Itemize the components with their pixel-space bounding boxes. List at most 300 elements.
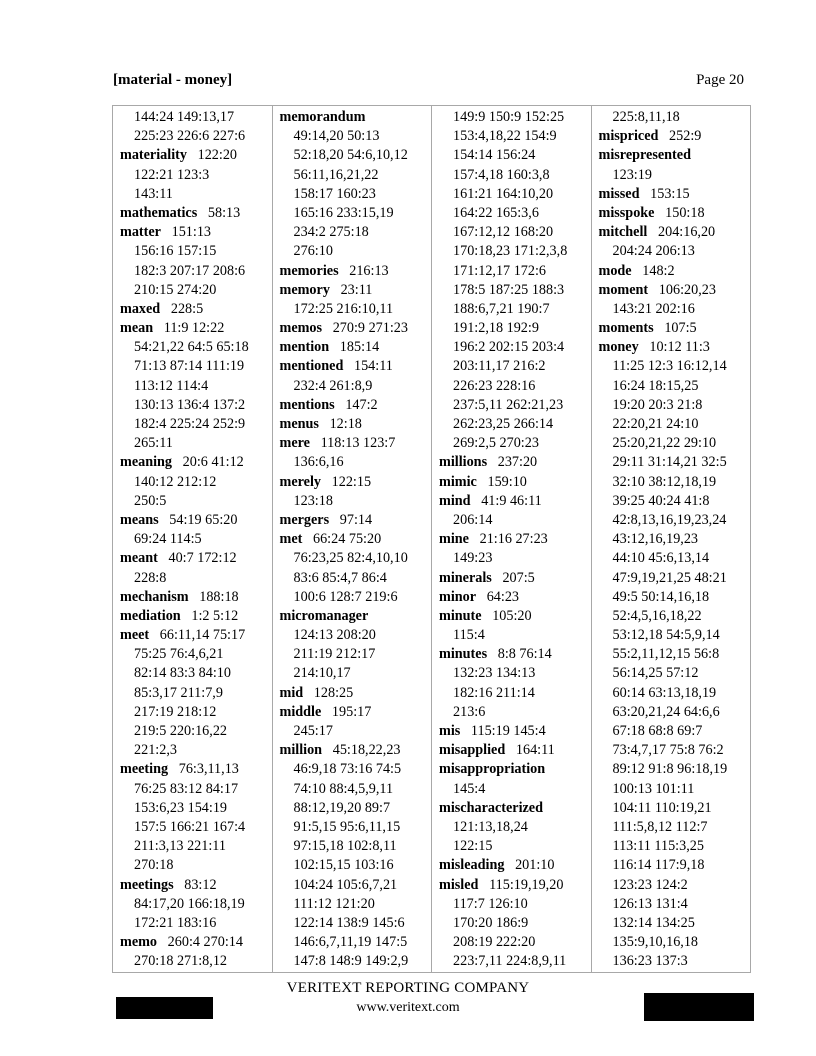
index-entry — [280, 741, 432, 760]
index-continuation-line — [439, 223, 591, 242]
index-continuation-line — [280, 856, 432, 875]
index-continuation-line — [599, 530, 751, 549]
index-page-refs: 157:4,18 160:3,8 — [453, 166, 550, 183]
index-entry — [280, 281, 432, 300]
index-term: million — [279, 742, 323, 759]
index-page-refs: 210:15 274:20 — [134, 281, 217, 298]
index-entry — [280, 338, 432, 357]
index-continuation-line — [120, 166, 272, 185]
index-page-refs: 149:9 150:9 152:25 — [453, 109, 565, 125]
index-entry — [599, 338, 751, 357]
index-page-refs: 75:25 76:4,6,21 — [134, 646, 224, 663]
index-page-refs: 188:18 — [199, 588, 239, 605]
index-term: minor — [439, 588, 477, 605]
index-page-refs: 122:14 138:9 145:6 — [293, 914, 405, 931]
index-term: memorandum — [279, 109, 366, 125]
index-page-refs: 245:17 — [293, 723, 333, 739]
index-page-refs: 140:12 212:12 — [134, 473, 217, 490]
index-continuation-line — [280, 914, 432, 933]
index-page-refs: 148:2 — [642, 262, 675, 279]
index-page-refs: 188:6,7,21 190:7 — [453, 300, 550, 317]
index-continuation-line — [120, 664, 272, 683]
index-page-refs: 269:2,5 270:23 — [453, 435, 539, 452]
index-page-refs: 102:15,15 103:16 — [293, 857, 394, 874]
index-continuation-line — [599, 377, 751, 396]
index-entry — [120, 876, 272, 895]
index-page-refs: 157:5 166:21 167:4 — [134, 818, 246, 835]
index-continuation-line — [439, 300, 591, 319]
index-continuation-line — [120, 741, 272, 760]
index-page-refs: 19:20 20:3 21:8 — [612, 396, 703, 413]
index-page-refs: 143:11 — [134, 185, 173, 202]
index-continuation-line — [280, 664, 432, 683]
index-page-refs: 135:9,10,16,18 — [612, 934, 699, 951]
index-term: menus — [279, 416, 319, 432]
index-entry — [439, 530, 591, 549]
index-page-refs: 132:14 134:25 — [612, 914, 695, 931]
index-continuation-line — [280, 799, 432, 818]
index-continuation-line — [120, 396, 272, 415]
index-term: middle — [279, 703, 322, 720]
index-continuation-line — [120, 530, 272, 549]
index-page-refs: 182:16 211:14 — [453, 684, 535, 701]
index-continuation-line — [439, 281, 591, 300]
index-page-refs: 136:6,16 — [293, 454, 344, 471]
index-term: misspoke — [598, 204, 655, 221]
index-entry — [120, 760, 272, 779]
page-number: Page 20 — [696, 72, 744, 88]
index-continuation-line — [599, 473, 751, 492]
index-continuation-line — [120, 434, 272, 453]
index-page-refs: 89:12 91:8 96:18,19 — [612, 761, 728, 778]
footer-company: VERITEXT REPORTING COMPANY — [286, 980, 530, 996]
index-term: mergers — [279, 511, 330, 528]
index-page-refs: 149:23 — [453, 550, 493, 567]
index-entry — [439, 645, 591, 664]
index-page-refs: 42:8,13,16,19,23,24 — [612, 511, 727, 528]
index-continuation-line — [280, 760, 432, 779]
index-term: minute — [439, 607, 482, 624]
index-entry — [120, 204, 272, 223]
index-continuation-line — [439, 703, 591, 722]
index-term: mention — [279, 339, 330, 356]
index-page-refs: 153:4,18,22 154:9 — [453, 128, 557, 145]
index-page-refs: 16:24 18:15,25 — [612, 377, 699, 394]
index-page-refs: 29:11 31:14,21 32:5 — [612, 454, 727, 471]
index-continuation-line — [120, 818, 272, 837]
index-term: money — [598, 339, 639, 356]
index-continuation-line — [599, 607, 751, 626]
index-continuation-line — [280, 952, 432, 971]
index-page-refs: 225:23 226:6 227:6 — [134, 128, 246, 145]
index-page-refs: 237:5,11 262:21,23 — [453, 396, 564, 413]
index-page-refs: 182:3 207:17 208:6 — [134, 262, 246, 279]
index-entry — [120, 223, 272, 242]
index-page-refs: 121:13,18,24 — [453, 818, 528, 835]
index-continuation-line — [599, 511, 751, 530]
index-continuation-line — [599, 588, 751, 607]
redaction-block-left — [116, 997, 213, 1019]
index-page-refs: 211:19 212:17 — [293, 646, 376, 663]
index-page-refs: 60:14 63:13,18,19 — [612, 684, 717, 701]
index-continuation-line — [120, 914, 272, 933]
index-continuation-line — [599, 242, 751, 261]
index-entry — [120, 146, 272, 165]
index-entry — [280, 434, 432, 453]
index-entry — [439, 856, 591, 875]
index-entry — [439, 741, 591, 760]
index-page-refs: 40:7 172:12 — [168, 550, 237, 567]
index-page-refs: 214:10,17 — [293, 665, 351, 682]
index-page-refs: 76:25 83:12 84:17 — [134, 780, 239, 797]
index-term: memos — [279, 320, 323, 337]
index-page-refs: 56:11,16,21,22 — [293, 166, 379, 183]
index-page-refs: 32:10 38:12,18,19 — [612, 473, 717, 490]
index-term: materiality — [120, 147, 187, 164]
index-page-refs: 111:5,8,12 112:7 — [612, 818, 708, 835]
index-term: millions — [439, 454, 488, 471]
index-entry — [280, 703, 432, 722]
index-page-refs: 185:14 — [339, 339, 380, 356]
index-continuation-line — [280, 895, 432, 914]
index-page-refs: 122:21 123:3 — [134, 166, 210, 183]
index-continuation-line — [599, 626, 751, 645]
index-continuation-line — [280, 837, 432, 856]
index-continuation-line — [599, 741, 751, 760]
index-page-refs: 23:11 — [340, 281, 373, 298]
index-continuation-line — [439, 357, 591, 376]
index-page-refs: 252:9 — [669, 128, 702, 145]
index-page-refs: 105:20 — [492, 607, 532, 624]
index-page-refs: 104:24 105:6,7,21 — [293, 876, 398, 893]
word-index-table — [112, 105, 751, 973]
index-term: maxed — [120, 300, 161, 317]
index-page-refs: 217:19 218:12 — [134, 703, 217, 720]
index-page-refs: 136:23 137:3 — [612, 953, 688, 970]
index-page-refs: 71:13 87:14 111:19 — [134, 358, 245, 375]
index-continuation-line — [120, 856, 272, 875]
index-page-refs: 122:20 — [197, 147, 238, 164]
index-continuation-line — [439, 952, 591, 971]
index-continuation-line — [120, 185, 272, 204]
index-page-refs: 170:18,23 171:2,3,8 — [453, 243, 568, 260]
index-page-refs: 223:7,11 224:8,9,11 — [453, 953, 567, 970]
index-continuation-line — [439, 933, 591, 952]
index-page-refs: 47:9,19,21,25 48:21 — [612, 569, 727, 586]
index-continuation-line — [599, 703, 751, 722]
index-term: memory — [279, 281, 330, 298]
index-page-refs: 10:12 11:3 — [649, 339, 710, 356]
index-page-refs: 195:17 — [331, 703, 372, 720]
index-page-refs: 12:18 — [329, 416, 362, 432]
index-continuation-line — [599, 434, 751, 453]
index-page-refs: 1:2 5:12 — [191, 607, 239, 624]
index-continuation-line — [280, 876, 432, 895]
index-entry — [599, 204, 751, 223]
index-page-refs: 104:11 110:19,21 — [612, 799, 712, 816]
index-page-refs: 170:20 186:9 — [453, 914, 529, 931]
index-continuation-line — [599, 799, 751, 818]
index-term: mentioned — [279, 358, 344, 375]
index-page-refs: 122:15 — [453, 838, 493, 855]
index-page-refs: 123:18 — [293, 492, 333, 509]
index-continuation-line — [280, 127, 432, 146]
index-continuation-line — [439, 377, 591, 396]
index-continuation-line — [280, 588, 432, 607]
index-page-refs: 100:13 101:11 — [612, 780, 695, 797]
index-term: meaning — [120, 454, 173, 471]
index-page-refs: 49:14,20 50:13 — [293, 128, 380, 145]
index-continuation-line — [120, 952, 272, 971]
index-page-refs: 156:16 157:15 — [134, 243, 217, 260]
index-continuation-line — [439, 684, 591, 703]
index-entry — [280, 607, 432, 626]
index-column — [273, 106, 433, 972]
index-entry — [439, 722, 591, 741]
index-page-refs: 115:19 145:4 — [470, 723, 546, 739]
index-range-header: [material - money] — [113, 72, 233, 88]
footer-url: www.veritext.com — [356, 1000, 460, 1015]
index-continuation-line — [280, 185, 432, 204]
index-entry — [120, 607, 272, 626]
index-continuation-line — [439, 396, 591, 415]
index-page-refs: 54:21,22 64:5 65:18 — [134, 339, 249, 356]
index-page-refs: 203:11,17 216:2 — [453, 358, 546, 375]
index-term: mid — [279, 684, 304, 701]
index-page-refs: 76:23,25 82:4,10,10 — [293, 550, 408, 567]
index-page-refs: 262:23,25 266:14 — [453, 416, 554, 432]
index-term: means — [120, 511, 159, 528]
index-continuation-line — [280, 722, 432, 741]
index-continuation-line — [280, 933, 432, 952]
index-page-refs: 153:6,23 154:19 — [134, 799, 228, 816]
index-term: mischaracterized — [439, 799, 543, 816]
index-entry — [280, 415, 432, 434]
index-continuation-line — [599, 760, 751, 779]
index-continuation-line — [439, 837, 591, 856]
index-page-refs: 118:13 123:7 — [320, 435, 396, 452]
index-page-refs: 76:3,11,13 — [178, 761, 239, 778]
index-continuation-line — [280, 146, 432, 165]
index-page-refs: 126:13 131:4 — [612, 895, 688, 912]
index-page-refs: 45:18,22,23 — [332, 742, 401, 759]
index-page-refs: 107:5 — [664, 320, 697, 337]
index-page-refs: 132:23 134:13 — [453, 665, 536, 682]
index-page-refs: 161:21 164:10,20 — [453, 185, 554, 202]
index-entry — [120, 453, 272, 472]
index-continuation-line — [439, 319, 591, 338]
index-entry — [599, 281, 751, 300]
index-term: met — [279, 531, 303, 548]
index-entry — [439, 799, 591, 818]
index-page-refs: 54:19 65:20 — [169, 511, 238, 528]
index-page-refs: 219:5 220:16,22 — [134, 723, 228, 739]
index-entry — [120, 549, 272, 568]
index-continuation-line — [280, 549, 432, 568]
index-page-refs: 216:13 — [349, 262, 389, 279]
index-page-refs: 82:14 83:3 84:10 — [134, 665, 231, 682]
index-continuation-line — [280, 569, 432, 588]
index-continuation-line — [439, 262, 591, 281]
index-continuation-line — [599, 357, 751, 376]
index-page-refs: 116:14 117:9,18 — [612, 857, 705, 874]
index-page-refs: 164:22 165:3,6 — [453, 204, 539, 221]
index-continuation-line — [599, 108, 751, 127]
index-page-refs: 165:16 233:15,19 — [293, 204, 394, 221]
index-entry — [439, 876, 591, 895]
index-entry — [120, 319, 272, 338]
index-page-refs: 53:12,18 54:5,9,14 — [612, 627, 720, 644]
index-continuation-line — [280, 492, 432, 511]
index-continuation-line — [120, 127, 272, 146]
index-continuation-line — [439, 415, 591, 434]
index-entry — [120, 300, 272, 319]
index-page-refs: 52:18,20 54:6,10,12 — [293, 147, 408, 164]
index-continuation-line — [120, 837, 272, 856]
index-page-refs: 91:5,15 95:6,11,15 — [293, 818, 401, 835]
index-page-refs: 276:10 — [293, 243, 333, 260]
index-continuation-line — [599, 645, 751, 664]
index-column — [592, 106, 751, 972]
index-page-refs: 182:4 225:24 252:9 — [134, 416, 246, 432]
index-page-refs: 11:9 12:22 — [163, 320, 225, 337]
index-page-refs: 63:20,21,24 64:6,6 — [612, 703, 720, 720]
index-page-refs: 221:2,3 — [134, 742, 177, 759]
index-term: misleading — [439, 857, 505, 874]
index-continuation-line — [439, 204, 591, 223]
index-page-refs: 208:19 222:20 — [453, 934, 536, 951]
index-term: meetings — [120, 876, 174, 893]
index-continuation-line — [439, 664, 591, 683]
index-continuation-line — [599, 952, 751, 971]
index-column — [432, 106, 592, 972]
index-page-refs: 69:24 114:5 — [134, 531, 202, 548]
index-entry — [439, 473, 591, 492]
index-continuation-line — [599, 837, 751, 856]
index-page-refs: 8:8 76:14 — [497, 646, 552, 663]
index-page-refs: 128:25 — [313, 684, 354, 701]
index-term: meant — [120, 550, 158, 567]
index-continuation-line — [599, 453, 751, 472]
index-entry — [599, 319, 751, 338]
index-page-refs: 146:6,7,11,19 147:5 — [293, 934, 408, 951]
index-continuation-line — [120, 895, 272, 914]
index-page-refs: 113:11 115:3,25 — [612, 838, 704, 855]
index-entry — [280, 357, 432, 376]
index-page-refs: 43:12,16,19,23 — [612, 531, 699, 548]
index-page-refs: 260:4 270:14 — [167, 934, 243, 951]
index-page-refs: 153:15 — [650, 185, 690, 202]
index-continuation-line — [599, 722, 751, 741]
index-page-refs: 22:20,21 24:10 — [612, 416, 699, 432]
index-continuation-line — [439, 242, 591, 261]
index-continuation-line — [120, 684, 272, 703]
index-continuation-line — [599, 664, 751, 683]
index-page-refs: 122:15 — [331, 473, 372, 490]
index-continuation-line — [439, 166, 591, 185]
index-continuation-line — [599, 549, 751, 568]
index-page-refs: 44:10 45:6,13,14 — [612, 550, 710, 567]
index-page-refs: 74:10 88:4,5,9,11 — [293, 780, 394, 797]
index-page-refs: 270:9 271:23 — [332, 320, 408, 337]
index-continuation-line — [439, 895, 591, 914]
index-term: minutes — [439, 646, 488, 663]
index-page-refs: 164:11 — [515, 742, 555, 759]
index-page-refs: 144:24 149:13,17 — [134, 109, 235, 125]
index-term: mine — [439, 531, 469, 548]
index-continuation-line — [280, 377, 432, 396]
index-term: mimic — [439, 473, 477, 490]
index-page-refs: 11:25 12:3 16:12,14 — [612, 358, 727, 375]
index-continuation-line — [599, 569, 751, 588]
index-page-refs: 158:17 160:23 — [293, 185, 376, 202]
index-page-refs: 265:11 — [134, 435, 173, 452]
index-continuation-line — [599, 933, 751, 952]
index-term: missed — [598, 185, 640, 202]
index-term: minerals — [439, 569, 492, 586]
index-entry — [120, 626, 272, 645]
index-continuation-line — [120, 722, 272, 741]
index-continuation-line — [120, 569, 272, 588]
index-term: memories — [279, 262, 339, 279]
index-page-refs: 204:16,20 — [658, 224, 716, 241]
index-page-refs: 21:16 27:23 — [479, 531, 548, 548]
index-page-refs: 211:3,13 221:11 — [134, 838, 226, 855]
index-page-refs: 191:2,18 192:9 — [453, 320, 539, 337]
index-page-refs: 171:12,17 172:6 — [453, 262, 547, 279]
index-continuation-line — [280, 645, 432, 664]
index-continuation-line — [439, 108, 591, 127]
index-entry — [280, 108, 432, 127]
index-page-refs: 124:13 208:20 — [293, 627, 376, 644]
index-term: memo — [120, 934, 158, 951]
index-page-refs: 66:11,14 75:17 — [159, 627, 246, 644]
index-page-refs: 100:6 128:7 219:6 — [293, 588, 398, 605]
index-page-refs: 270:18 — [134, 857, 174, 874]
index-entry — [439, 588, 591, 607]
index-continuation-line — [599, 856, 751, 875]
index-page-refs: 237:20 — [497, 454, 538, 471]
index-entry — [599, 262, 751, 281]
index-page-refs: 145:4 — [453, 780, 486, 797]
index-page-refs: 172:25 216:10,11 — [293, 300, 394, 317]
index-page-refs: 172:21 183:16 — [134, 914, 217, 931]
index-page-refs: 85:3,17 211:7,9 — [134, 684, 223, 701]
index-term: misappropriation — [439, 761, 546, 778]
index-entry — [280, 473, 432, 492]
index-continuation-line — [120, 799, 272, 818]
index-page-refs: 39:25 40:24 41:8 — [612, 492, 710, 509]
index-term: misled — [439, 876, 479, 893]
index-page-refs: 73:4,7,17 75:8 76:2 — [612, 742, 724, 759]
index-continuation-line — [120, 415, 272, 434]
index-continuation-line — [599, 492, 751, 511]
index-term: mean — [120, 320, 154, 337]
index-page-refs: 123:23 124:2 — [612, 876, 688, 893]
index-entry — [439, 569, 591, 588]
index-entry — [280, 319, 432, 338]
index-page-refs: 97:14 — [339, 511, 373, 528]
index-page-refs: 117:7 126:10 — [453, 895, 528, 912]
index-page-refs: 154:14 156:24 — [453, 147, 536, 164]
index-continuation-line — [439, 511, 591, 530]
index-continuation-line — [439, 914, 591, 933]
index-entry — [439, 760, 591, 779]
index-continuation-line — [280, 166, 432, 185]
index-page-refs: 196:2 202:15 203:4 — [453, 339, 565, 356]
index-continuation-line — [599, 780, 751, 799]
index-continuation-line — [280, 818, 432, 837]
